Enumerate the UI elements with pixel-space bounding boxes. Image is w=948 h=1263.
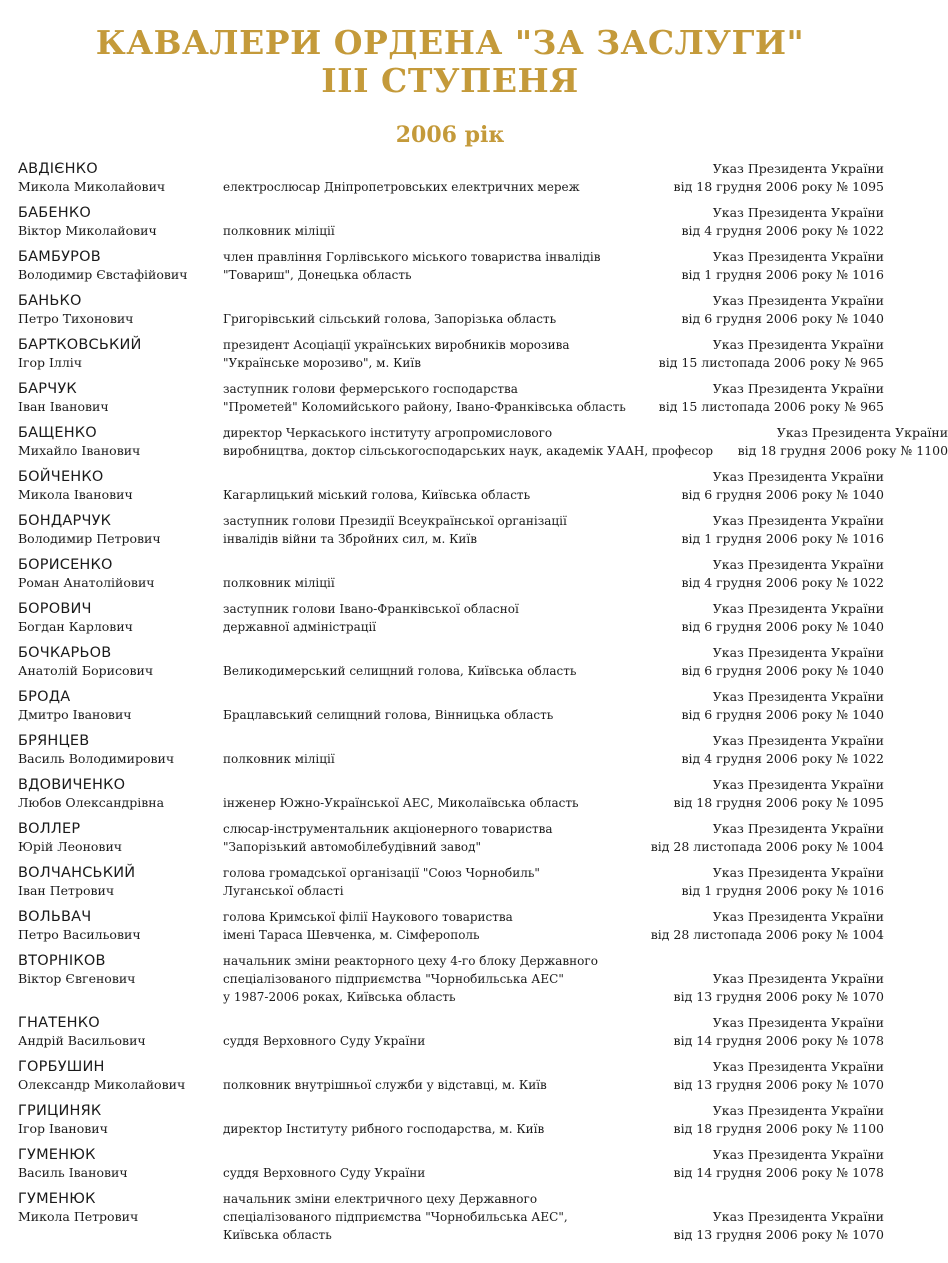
decree-label: Указ Президента України xyxy=(712,865,884,880)
awardee-position xyxy=(223,600,649,636)
decree-label: Указ Президента України xyxy=(712,249,884,264)
decree-date-number: від 18 грудня 2006 року № 1095 xyxy=(673,179,884,194)
position-line: "Запорізький автомобілебудівний завод" xyxy=(223,840,482,854)
list-item xyxy=(18,864,884,900)
decree-date-number: від 18 грудня 2006 року № 1100 xyxy=(673,1121,884,1136)
awardee-position xyxy=(223,556,649,592)
decree-info xyxy=(649,248,884,284)
awardee-given-name: Микола Миколайович xyxy=(18,179,166,194)
position-line: виробництва, доктор сільськогосподарських наук, академік УААН, професор xyxy=(223,444,714,458)
decree-label: Указ Президента України xyxy=(712,777,884,792)
decree-date-number: від 13 грудня 2006 року № 1070 xyxy=(673,989,884,1004)
awardee-position xyxy=(223,1190,649,1244)
list-item xyxy=(18,952,884,1006)
decree-info xyxy=(649,688,884,724)
awardee-surname: ВТОРНІКОВ xyxy=(18,953,106,969)
awardee-name xyxy=(18,600,223,636)
awardee-name xyxy=(18,952,223,1006)
awardee-position xyxy=(223,248,649,284)
decree-date-number: від 13 грудня 2006 року № 1070 xyxy=(673,1077,884,1092)
decree-date-number: від 6 грудня 2006 року № 1040 xyxy=(681,707,884,722)
list-item xyxy=(18,292,884,328)
decree-info xyxy=(649,952,884,1006)
awardee-surname: ГРИЦИНЯК xyxy=(18,1103,102,1119)
awardee-surname: ВДОВИЧЕНКО xyxy=(18,777,126,793)
list-item xyxy=(18,160,884,196)
list-item xyxy=(18,424,948,460)
decree-label: Указ Президента України xyxy=(712,1015,884,1030)
position-line: Київська область xyxy=(223,1228,332,1242)
awardee-name xyxy=(18,776,223,812)
awardee-name xyxy=(18,644,223,680)
awardee-position xyxy=(223,160,649,196)
decree-date-number: від 28 листопада 2006 року № 1004 xyxy=(650,927,884,942)
awardee-position xyxy=(223,336,649,372)
awardee-given-name: Богдан Карлович xyxy=(18,619,133,634)
awardee-name xyxy=(18,1102,223,1138)
position-line: "Прометей" Коломийського району, Івано-Франківська область xyxy=(223,400,626,414)
decree-info xyxy=(649,1190,884,1244)
awardee-position xyxy=(223,908,649,944)
decree-date-number: від 6 грудня 2006 року № 1040 xyxy=(681,619,884,634)
awardee-position xyxy=(223,468,649,504)
awardee-surname: ГОРБУШИН xyxy=(18,1059,105,1075)
decree-label: Указ Президента України xyxy=(712,601,884,616)
position-line: інвалідів війни та Збройних сил, м. Київ xyxy=(223,532,478,546)
position-line: заступник голови фермерського господарства xyxy=(223,382,518,396)
awardee-surname: БОЙЧЕНКО xyxy=(18,469,104,485)
awardee-position xyxy=(223,1058,649,1094)
awardee-given-name: Віктор Миколайович xyxy=(18,223,157,238)
decree-info xyxy=(649,160,884,196)
decree-label: Указ Президента України xyxy=(712,161,884,176)
awardee-surname: БОРОВИЧ xyxy=(18,601,92,617)
list-item xyxy=(18,1014,884,1050)
position-line: спеціалізованого підприємства "Чорнобильська АЕС" xyxy=(223,972,564,986)
awardee-position xyxy=(223,776,649,812)
awardee-name xyxy=(18,512,223,548)
list-item xyxy=(18,512,884,548)
decree-label: Указ Президента України xyxy=(712,1147,884,1162)
awardee-given-name: Микола Іванович xyxy=(18,487,133,502)
awardee-surname: ГУМЕНЮК xyxy=(18,1147,96,1163)
awardee-name xyxy=(18,380,223,416)
awardee-name xyxy=(18,336,223,372)
decree-label: Указ Президента України xyxy=(712,381,884,396)
position-line: начальник зміни реакторного цеху 4-го блоку Державного xyxy=(223,954,598,968)
awardee-name xyxy=(18,732,223,768)
position-line: Брацлавський селищний голова, Вінницька область xyxy=(223,708,554,722)
awardee-surname: БАБЕНКО xyxy=(18,205,91,221)
decree-info xyxy=(649,908,884,944)
awardee-position xyxy=(223,1014,649,1050)
awardee-given-name: Микола Петрович xyxy=(18,1209,139,1224)
position-line: інженер Южно-Української АЕС, Миколаївська область xyxy=(223,796,579,810)
list-item xyxy=(18,644,884,680)
decree-date-number: від 6 грудня 2006 року № 1040 xyxy=(681,311,884,326)
awardee-position xyxy=(223,732,649,768)
decree-date-number: від 1 грудня 2006 року № 1016 xyxy=(681,531,884,546)
awardee-position xyxy=(223,204,649,240)
decree-info xyxy=(649,204,884,240)
awardee-name xyxy=(18,1058,223,1094)
position-line: імені Тараса Шевченка, м. Сімферополь xyxy=(223,928,480,942)
decree-info xyxy=(649,600,884,636)
decree-label: Указ Президента України xyxy=(712,337,884,352)
decree-info xyxy=(649,1102,884,1138)
position-line: Григорівський сільський голова, Запорізька область xyxy=(223,312,557,326)
awardee-name xyxy=(18,1190,223,1244)
decree-info xyxy=(649,820,884,856)
awardee-surname: ГНАТЕНКО xyxy=(18,1015,100,1031)
awardee-name xyxy=(18,204,223,240)
awardee-surname: ВОЛЬВАЧ xyxy=(18,909,92,925)
awardee-surname: БАНЬКО xyxy=(18,293,82,309)
awardee-position xyxy=(223,952,649,1006)
decree-date-number: від 1 грудня 2006 року № 1016 xyxy=(681,883,884,898)
decree-info xyxy=(649,644,884,680)
title-line-1: КАВАЛЕРИ ОРДЕНА "ЗА ЗАСЛУГИ" xyxy=(95,23,805,62)
position-line: суддя Верховного Суду України xyxy=(223,1034,426,1048)
awardee-position xyxy=(223,424,713,460)
awardee-position xyxy=(223,292,649,328)
decree-label: Указ Президента України xyxy=(776,425,948,440)
awardee-name xyxy=(18,556,223,592)
list-item xyxy=(18,556,884,592)
awardee-name xyxy=(18,688,223,724)
awardee-surname: БОРИСЕНКО xyxy=(18,557,113,573)
decree-date-number: від 28 листопада 2006 року № 1004 xyxy=(650,839,884,854)
awardee-position xyxy=(223,512,649,548)
position-line: полковник міліції xyxy=(223,224,335,238)
awardee-position xyxy=(223,820,649,856)
decree-date-number: від 13 грудня 2006 року № 1070 xyxy=(673,1227,884,1242)
decree-label: Указ Президента України xyxy=(712,909,884,924)
awardee-name xyxy=(18,248,223,284)
decree-label: Указ Президента України xyxy=(712,557,884,572)
position-line: голова громадської організації "Союз Чорнобиль" xyxy=(223,866,540,880)
awardee-name xyxy=(18,1014,223,1050)
awardee-position xyxy=(223,688,649,724)
decree-info xyxy=(713,424,948,460)
list-item xyxy=(18,1190,884,1244)
awardee-name xyxy=(18,424,223,460)
decree-label: Указ Президента України xyxy=(712,293,884,308)
decree-label: Указ Президента України xyxy=(712,1059,884,1074)
awardee-surname: БРОДА xyxy=(18,689,71,705)
awardee-given-name: Ігор Іванович xyxy=(18,1121,108,1136)
awardee-given-name: Володимир Євстафійович xyxy=(18,267,188,282)
list-item xyxy=(18,248,884,284)
awardee-surname: БАМБУРОВ xyxy=(18,249,101,265)
decree-info xyxy=(649,380,884,416)
awardee-name xyxy=(18,468,223,504)
awardee-given-name: Петро Васильович xyxy=(18,927,141,942)
decree-info xyxy=(649,512,884,548)
awardee-given-name: Дмитро Іванович xyxy=(18,707,132,722)
decree-date-number: від 18 грудня 2006 року № 1095 xyxy=(673,795,884,810)
awardee-surname: ВОЛЧАНСЬКИЙ xyxy=(18,865,136,881)
decree-info xyxy=(649,468,884,504)
list-item xyxy=(18,732,884,768)
awardee-given-name: Петро Тихонович xyxy=(18,311,134,326)
awardee-given-name: Іван Петрович xyxy=(18,883,115,898)
decree-date-number: від 4 грудня 2006 року № 1022 xyxy=(681,223,884,238)
position-line: у 1987-2006 роках, Київська область xyxy=(223,990,456,1004)
title-line-2: III СТУПЕНЯ xyxy=(321,61,579,100)
awardee-given-name: Михайло Іванович xyxy=(18,443,141,458)
awardee-given-name: Василь Володимирович xyxy=(18,751,175,766)
awardee-surname: БАРЧУК xyxy=(18,381,77,397)
decree-info xyxy=(649,1014,884,1050)
list-item xyxy=(18,600,884,636)
position-line: Великодимерський селищний голова, Київська область xyxy=(223,664,577,678)
list-item xyxy=(18,908,884,944)
position-line: полковник міліції xyxy=(223,576,335,590)
position-line: полковник внутрішньої служби у відставці, м. Київ xyxy=(223,1078,547,1092)
decree-date-number: від 18 грудня 2006 року № 1100 xyxy=(737,443,948,458)
position-line: Кагарлицький міський голова, Київська область xyxy=(223,488,531,502)
year-heading: 2006 рік xyxy=(395,122,505,148)
position-line: заступник голови Президії Всеукраїнської організації xyxy=(223,514,567,528)
awardee-name xyxy=(18,1146,223,1182)
awardee-given-name: Андрій Васильович xyxy=(18,1033,146,1048)
decree-date-number: від 4 грудня 2006 року № 1022 xyxy=(681,751,884,766)
position-line: заступник голови Івано-Франківської обласної xyxy=(223,602,519,616)
decree-label: Указ Президента України xyxy=(712,971,884,986)
position-line: директор Черкаського інституту агропромислового xyxy=(223,426,553,440)
decree-date-number: від 15 листопада 2006 року № 965 xyxy=(658,399,884,414)
list-item xyxy=(18,380,884,416)
position-line: державної адміністрації xyxy=(223,620,377,634)
awardee-position xyxy=(223,644,649,680)
decree-date-number: від 4 грудня 2006 року № 1022 xyxy=(681,575,884,590)
position-line: начальник зміни електричного цеху Державного xyxy=(223,1192,538,1206)
position-line: електрослюсар Дніпропетровських електричних мереж xyxy=(223,180,580,194)
decree-date-number: від 6 грудня 2006 року № 1040 xyxy=(681,663,884,678)
awardee-given-name: Любов Олександрівна xyxy=(18,795,165,810)
awardee-surname: БРЯНЦЕВ xyxy=(18,733,90,749)
awardee-given-name: Віктор Євгенович xyxy=(18,971,136,986)
awardee-surname: ВОЛЛЕР xyxy=(18,821,81,837)
position-line: Луганської області xyxy=(223,884,344,898)
awardee-position xyxy=(223,1102,649,1138)
position-line: голова Кримської філії Наукового товариства xyxy=(223,910,513,924)
awardee-position xyxy=(223,1146,649,1182)
decree-label: Указ Президента України xyxy=(712,469,884,484)
awardee-name xyxy=(18,864,223,900)
decree-label: Указ Президента України xyxy=(712,645,884,660)
decree-label: Указ Президента України xyxy=(712,205,884,220)
awardee-given-name: Василь Іванович xyxy=(18,1165,128,1180)
list-item xyxy=(18,468,884,504)
awardee-name xyxy=(18,292,223,328)
decree-date-number: від 14 грудня 2006 року № 1078 xyxy=(673,1033,884,1048)
list-item xyxy=(18,1146,884,1182)
decree-label: Указ Президента України xyxy=(712,1209,884,1224)
decree-label: Указ Президента України xyxy=(712,689,884,704)
awardee-name xyxy=(18,908,223,944)
list-item xyxy=(18,204,884,240)
awardee-given-name: Ігор Ілліч xyxy=(18,355,83,370)
awardee-surname: АВДІЄНКО xyxy=(18,161,98,177)
awardee-given-name: Анатолій Борисович xyxy=(18,663,154,678)
awardees-list xyxy=(18,160,948,1252)
decree-info xyxy=(649,864,884,900)
decree-date-number: від 1 грудня 2006 року № 1016 xyxy=(681,267,884,282)
awardee-position xyxy=(223,864,649,900)
decree-info xyxy=(649,1146,884,1182)
awardee-surname: БАРТКОВСЬКИЙ xyxy=(18,337,142,353)
decree-info xyxy=(649,336,884,372)
list-item xyxy=(18,1058,884,1094)
awardee-given-name: Роман Анатолійович xyxy=(18,575,155,590)
list-item xyxy=(18,820,884,856)
position-line: директор Інституту рибного господарства, м. Київ xyxy=(223,1122,545,1136)
decree-info xyxy=(649,776,884,812)
decree-label: Указ Президента України xyxy=(712,733,884,748)
list-item xyxy=(18,1102,884,1138)
decree-info xyxy=(649,1058,884,1094)
position-line: президент Асоціації українських виробників морозива xyxy=(223,338,570,352)
position-line: спеціалізованого підприємства "Чорнобильська АЕС", xyxy=(223,1210,568,1224)
position-line: "Українське морозиво", м. Київ xyxy=(223,356,422,370)
decree-label: Указ Президента України xyxy=(712,821,884,836)
awardee-name xyxy=(18,820,223,856)
awardee-given-name: Олександр Миколайович xyxy=(18,1077,186,1092)
list-item xyxy=(18,688,884,724)
page-title xyxy=(0,24,900,100)
position-line: полковник міліції xyxy=(223,752,335,766)
page-header xyxy=(0,0,900,148)
decree-label: Указ Президента України xyxy=(712,1103,884,1118)
awardee-position xyxy=(223,380,649,416)
list-item xyxy=(18,336,884,372)
decree-info xyxy=(649,292,884,328)
position-line: член правління Горлівського міського товариства інвалідів xyxy=(223,250,601,264)
decree-info xyxy=(649,732,884,768)
awardee-name xyxy=(18,160,223,196)
decree-date-number: від 15 листопада 2006 року № 965 xyxy=(658,355,884,370)
position-line: слюсар-інструментальник акціонерного товариства xyxy=(223,822,553,836)
decree-info xyxy=(649,556,884,592)
decree-date-number: від 14 грудня 2006 року № 1078 xyxy=(673,1165,884,1180)
awardee-surname: БАЩЕНКО xyxy=(18,425,97,441)
decree-label: Указ Президента України xyxy=(712,513,884,528)
decree-date-number: від 6 грудня 2006 року № 1040 xyxy=(681,487,884,502)
position-line: суддя Верховного Суду України xyxy=(223,1166,426,1180)
awardee-given-name: Юрій Леонович xyxy=(18,839,123,854)
awardee-surname: БОНДАРЧУК xyxy=(18,513,112,529)
awardee-given-name: Іван Іванович xyxy=(18,399,109,414)
list-item xyxy=(18,776,884,812)
awardee-given-name: Володимир Петрович xyxy=(18,531,161,546)
position-line: "Товариш", Донецька область xyxy=(223,268,412,282)
awardee-surname: БОЧКАРЬОВ xyxy=(18,645,112,661)
awardee-surname: ГУМЕНЮК xyxy=(18,1191,96,1207)
